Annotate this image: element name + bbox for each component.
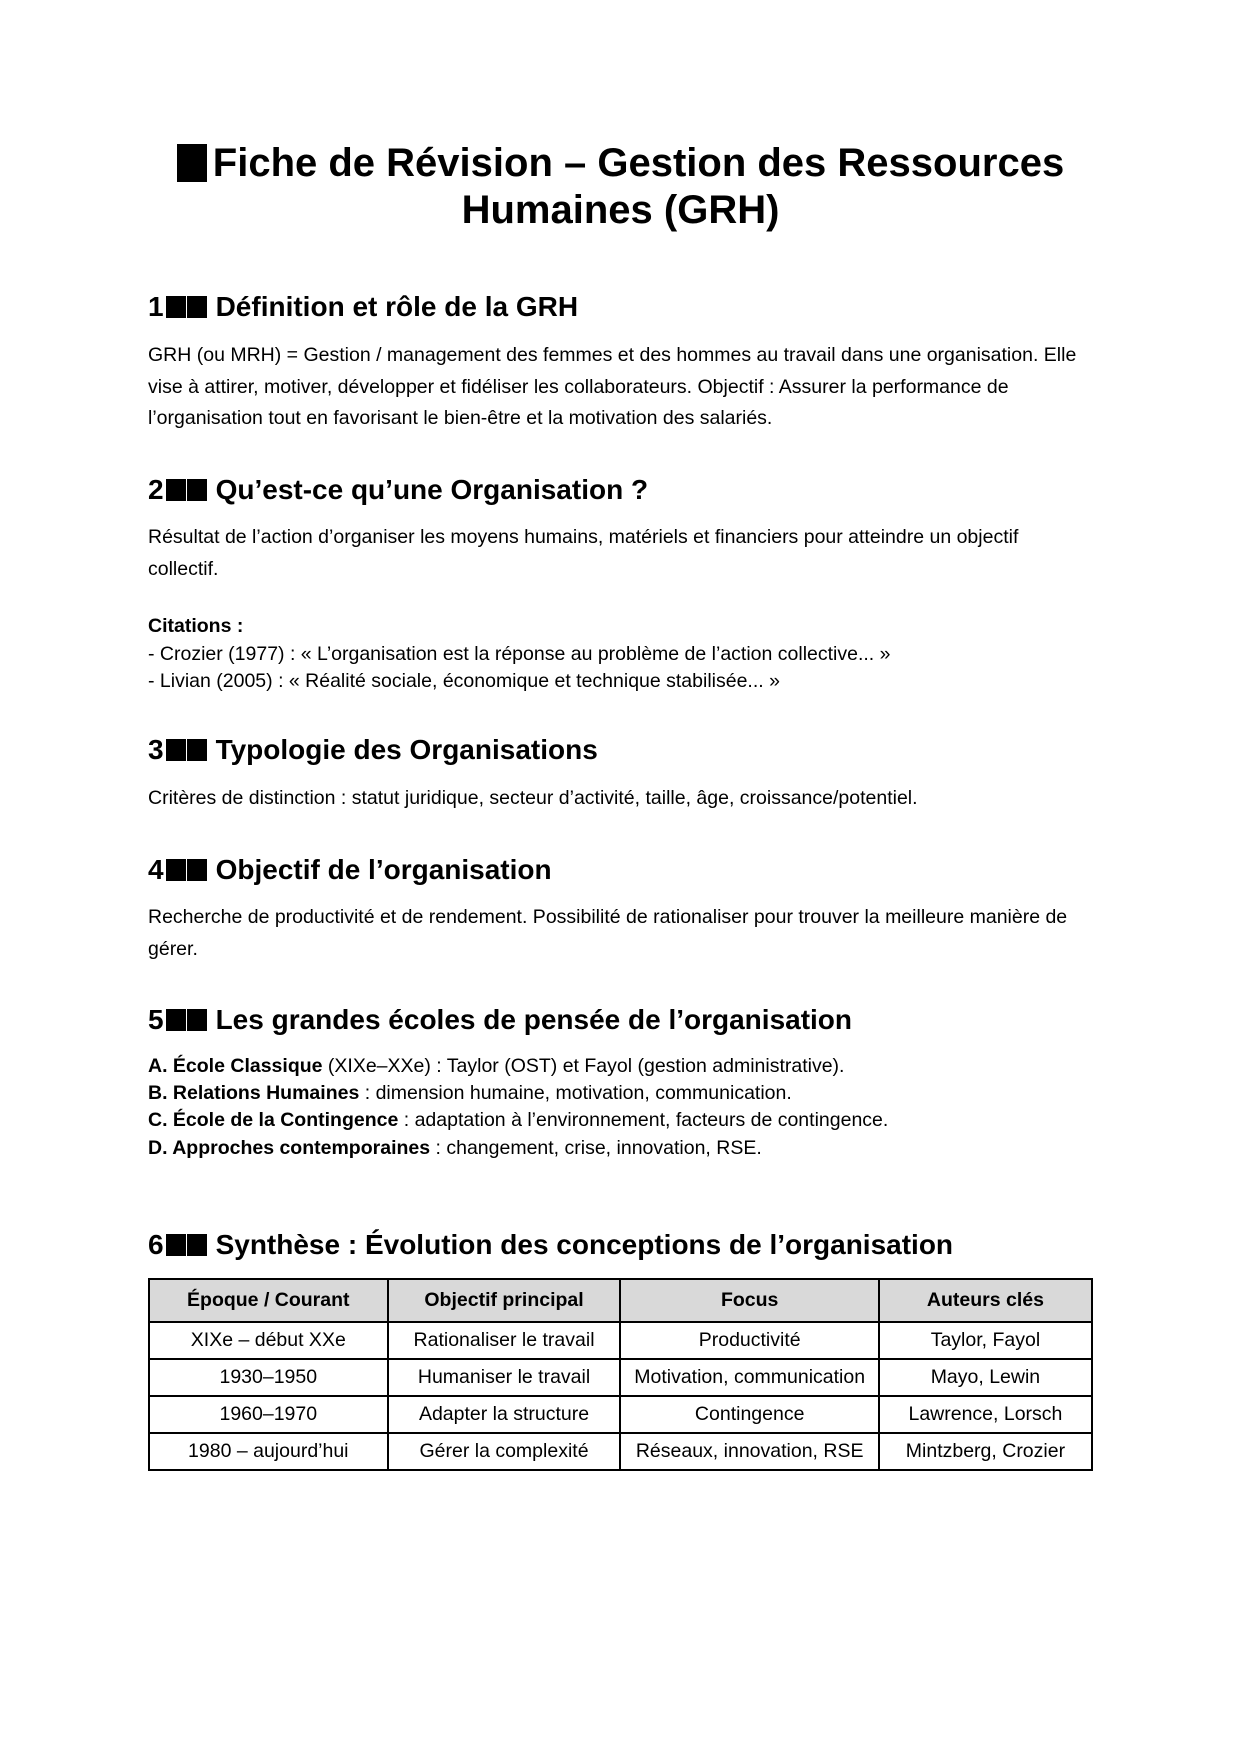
table-row	[149, 1322, 1092, 1359]
table-cell: Adapter la structure	[388, 1396, 621, 1433]
missing-emoji-glyph-icon	[166, 859, 207, 881]
missing-emoji-glyph-icon	[166, 739, 207, 761]
section-synthese	[148, 1228, 1093, 1471]
table-header-cell: Auteurs clés	[879, 1279, 1092, 1322]
missing-emoji-glyph-icon	[166, 479, 207, 501]
school-item-rest: : changement, crise, innovation, RSE.	[430, 1136, 762, 1159]
missing-emoji-glyph-icon	[166, 1009, 207, 1031]
table-header-cell: Époque / Courant	[149, 1279, 388, 1322]
table-cell: Productivité	[620, 1322, 878, 1359]
citations-label: Citations :	[148, 615, 244, 638]
section-title: Objectif de l’organisation	[215, 853, 552, 885]
table-cell: Humaniser le travail	[388, 1359, 621, 1396]
school-item-lead: B. Relations Humaines	[148, 1082, 360, 1105]
section-number: 5	[148, 1004, 164, 1036]
section-heading	[148, 290, 1093, 324]
synthesis-table	[148, 1278, 1093, 1471]
section-number: 6	[148, 1229, 164, 1261]
section-heading	[148, 853, 1093, 887]
table-cell: 1930–1950	[149, 1359, 388, 1396]
missing-emoji-glyph-icon	[177, 144, 207, 182]
table-cell: Gérer la complexité	[388, 1433, 621, 1470]
section-number: 4	[148, 853, 164, 885]
table-cell: Motivation, communication	[620, 1359, 878, 1396]
section-organisation	[148, 473, 1093, 696]
paragraph: GRH (ou MRH) = Gestion / management des femmes et des hommes au travail dans une organisation. Elle vise à attirer, motiver, développer et fidéliser les collaborateurs. Objectif : Assurer la performance de l’organisation tout en favorisant le bien-être et la motivation des salariés.	[148, 343, 1077, 430]
section-definition-grh	[148, 290, 1093, 434]
table-cell: Contingence	[620, 1396, 878, 1433]
document-title-text: Fiche de Révision – Gestion des Ressources Humaines (GRH)	[212, 141, 1065, 233]
missing-emoji-glyph-icon	[166, 296, 207, 318]
section-heading	[148, 733, 1093, 767]
table-row	[149, 1396, 1092, 1433]
table-header-cell: Focus	[620, 1279, 878, 1322]
schools-list	[148, 1053, 1093, 1162]
table-cell: Rationaliser le travail	[388, 1322, 621, 1359]
section-heading	[148, 473, 1093, 507]
table-cell: Réseaux, innovation, RSE	[620, 1433, 878, 1470]
table-cell: 1960–1970	[149, 1396, 388, 1433]
table-cell: XIXe – début XXe	[149, 1322, 388, 1359]
section-ecoles	[148, 1003, 1093, 1162]
section-title: Synthèse : Évolution des conceptions de l’organisation	[215, 1229, 954, 1261]
table-cell: Mayo, Lewin	[879, 1359, 1092, 1396]
section-title: Typologie des Organisations	[215, 734, 598, 766]
table-cell: 1980 – aujourd’hui	[149, 1433, 388, 1470]
section-number: 1	[148, 291, 164, 323]
school-item	[148, 1135, 1093, 1162]
school-item-lead: A. École Classique	[148, 1054, 323, 1077]
paragraph: Résultat de l’action d’organiser les moyens humains, matériels et financiers pour atteindre un objectif collectif.	[148, 526, 1019, 580]
school-item	[148, 1053, 1093, 1080]
section-number: 2	[148, 473, 164, 505]
school-item-rest: (XIXe–XXe) : Taylor (OST) et Fayol (gestion administrative).	[322, 1054, 845, 1077]
citation-line: - Livian (2005) : « Réalité sociale, économique et technique stabilisée... »	[148, 670, 780, 693]
table-row	[149, 1359, 1092, 1396]
section-typologie	[148, 733, 1093, 814]
school-item	[148, 1080, 1093, 1107]
table-header-row	[149, 1279, 1092, 1322]
school-item-lead: D. Approches contemporaines	[148, 1136, 431, 1159]
table-header-cell: Objectif principal	[388, 1279, 621, 1322]
table-cell: Taylor, Fayol	[879, 1322, 1092, 1359]
school-item-rest: : adaptation à l’environnement, facteurs de contingence.	[398, 1109, 889, 1132]
section-title: Qu’est-ce qu’une Organisation ?	[215, 473, 649, 505]
paragraph: Critères de distinction : statut juridique, secteur d’activité, taille, âge, croissance/potentiel.	[148, 786, 918, 809]
school-item-rest: : dimension humaine, motivation, communication.	[359, 1082, 792, 1105]
section-heading	[148, 1003, 1093, 1037]
section-number: 3	[148, 734, 164, 766]
table-row	[149, 1433, 1092, 1470]
citation-line: - Crozier (1977) : « L’organisation est la réponse au problème de l’action collective... »	[148, 642, 891, 665]
missing-emoji-glyph-icon	[166, 1234, 207, 1256]
section-title: Les grandes écoles de pensée de l’organisation	[215, 1004, 853, 1036]
section-title: Définition et rôle de la GRH	[215, 291, 579, 323]
paragraph: Recherche de productivité et de rendement. Possibilité de rationaliser pour trouver la meilleure manière de gérer.	[148, 906, 1068, 960]
school-item-lead: C. École de la Contingence	[148, 1109, 399, 1132]
table-cell: Mintzberg, Crozier	[879, 1433, 1092, 1470]
section-heading	[148, 1228, 1093, 1262]
citations-block	[148, 613, 1093, 695]
section-objectif	[148, 853, 1093, 966]
table-cell: Lawrence, Lorsch	[879, 1396, 1092, 1433]
school-item	[148, 1107, 1093, 1134]
document-title	[148, 140, 1093, 234]
